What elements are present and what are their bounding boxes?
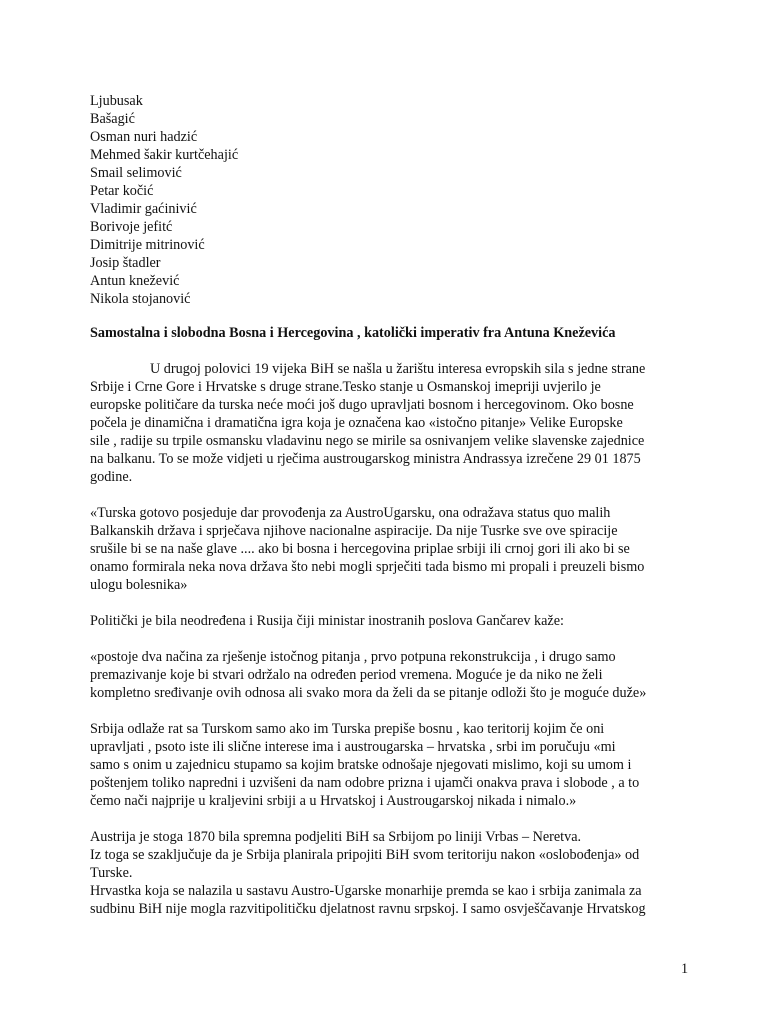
text-line: čemo nači najprije u kraljevini srbiji a u Hrvatskoj i Austrougarskoj nikada i nimalo.» <box>90 793 577 809</box>
text-line: «Turska gotovo posjeduje dar provođenja za AustroUgarsku, ona odražava status quo malih <box>90 505 611 521</box>
text-line: Srbije i Crne Gore i Hrvatske s druge strane.Tesko stanje u Osmanskoj imepriji uvjerilo je <box>90 379 601 395</box>
name-item: Ljubusak <box>90 93 143 109</box>
text-line: Turske. <box>90 865 133 881</box>
name-item: Antun knežević <box>90 273 180 289</box>
text-line: onamo formirala neka nova država što nebi mogli sprječiti tada bismo mi propali i preuzeli bismo <box>90 559 645 575</box>
page-number: 1 <box>681 961 689 977</box>
name-item: Petar kočić <box>90 183 154 199</box>
body-text <box>90 360 690 918</box>
text-line: Iz toga se szaključuje da je Srbija planirala pripojiti BiH svom teritoriju nakon «oslobođenja» od <box>90 847 640 863</box>
text-line: «postoje dva načina za rješenje istočnog pitanja , prvo potpuna rekonstrukcija , i drugo samo <box>90 649 616 665</box>
text-line: U drugoj polovici 19 vijeka BiH se našla u žarištu interesa evropskih sila s jedne strane <box>150 361 646 377</box>
name-item: Josip štadler <box>90 255 161 271</box>
text-line: Politički je bila neodređena i Rusija čiji ministar inostranih poslova Gančarev kaže: <box>90 613 564 629</box>
text-line: na balkanu. To se može vidjeti u rječima austrougarskog ministra Andrassya izrečene 29 01 1875 <box>90 451 641 467</box>
text-line: Srbija odlaže rat sa Turskom samo ako im Turska prepiše bosnu , kao teritorij kojim če oni <box>90 721 605 737</box>
paragraph <box>90 360 690 486</box>
name-item: Smail selimović <box>90 165 182 181</box>
text-line: premazivanje koje bi stvari održalo na određen period vremena. Moguće je da niko ne želi <box>90 667 603 683</box>
text-line: godine. <box>90 469 133 485</box>
text-line: Hrvastka koja se nalazila u sastavu Austro-Ugarske monarhije premda se kao i srbija zanimala za <box>90 883 642 899</box>
paragraph <box>90 828 690 918</box>
section-heading: Samostalna i slobodna Bosna i Hercegovina , katolički imperativ fra Antuna Kneževića <box>90 325 616 341</box>
name-item: Mehmed šakir kurtčehajić <box>90 147 239 163</box>
text-line: sile , radije su trpile osmansku vladavinu nego se mirile sa osnivanjem velike slavenske zajednice <box>90 433 645 449</box>
text-line: ulogu bolesnika» <box>90 577 188 593</box>
text-line: kompletno sređivanje ovih odnosa ali svako mora da želi da se pitanje odloži što je moguće duže» <box>90 685 647 701</box>
text-line: Balkanskih država i sprječava njihove nacionalne aspiracije. Da nije Tusrke sve ove spiracije <box>90 523 618 539</box>
name-list <box>90 92 238 308</box>
text-line: srušile bi se na naše glave .... ako bi bosna i hercegovina priplae srbiji ili crnoj gori ili ako bi se <box>90 541 630 557</box>
text-line: počela je dinamična i dramatična igra koja je označena kao «istočno pitanje» Velike Europske <box>90 415 623 431</box>
name-item: Bašagić <box>90 111 135 127</box>
name-item: Nikola stojanović <box>90 291 191 307</box>
quote-paragraph <box>90 504 690 594</box>
name-item: Osman nuri hadzić <box>90 129 198 145</box>
name-item: Vladimir gaćinivić <box>90 201 197 217</box>
quote-paragraph <box>90 648 690 702</box>
name-item: Borivoje jefitć <box>90 219 173 235</box>
text-line: poštenjem toliko napredni i uzvišeni da nam odobre prizna i ujamči onakva prava i slobode , a to <box>90 775 640 791</box>
text-line: Austrija je stoga 1870 bila spremna podjeliti BiH sa Srbijom po liniji Vrbas – Neretva. <box>90 829 582 845</box>
text-line: samo s onim u zajednicu stupamo sa kojim bratske odnošaje njegovati mislimo, koji su umom i <box>90 757 632 773</box>
paragraph <box>90 720 690 810</box>
text-line: europske političare da turska neće moći još dugo upravljati bosnom i hercegovinom. Oko bosne <box>90 397 634 413</box>
paragraph <box>90 612 690 630</box>
text-line: upravljati , psoto iste ili slične interese ima i austrougarska – hrvatska , srbi im poručuju «mi <box>90 739 616 755</box>
name-item: Dimitrije mitrinović <box>90 237 205 253</box>
text-line: sudbinu BiH nije mogla razvitipolitičku djelatnost ravnu srpskoj. I samo osvješčavanje Hrvatskog <box>90 901 646 917</box>
